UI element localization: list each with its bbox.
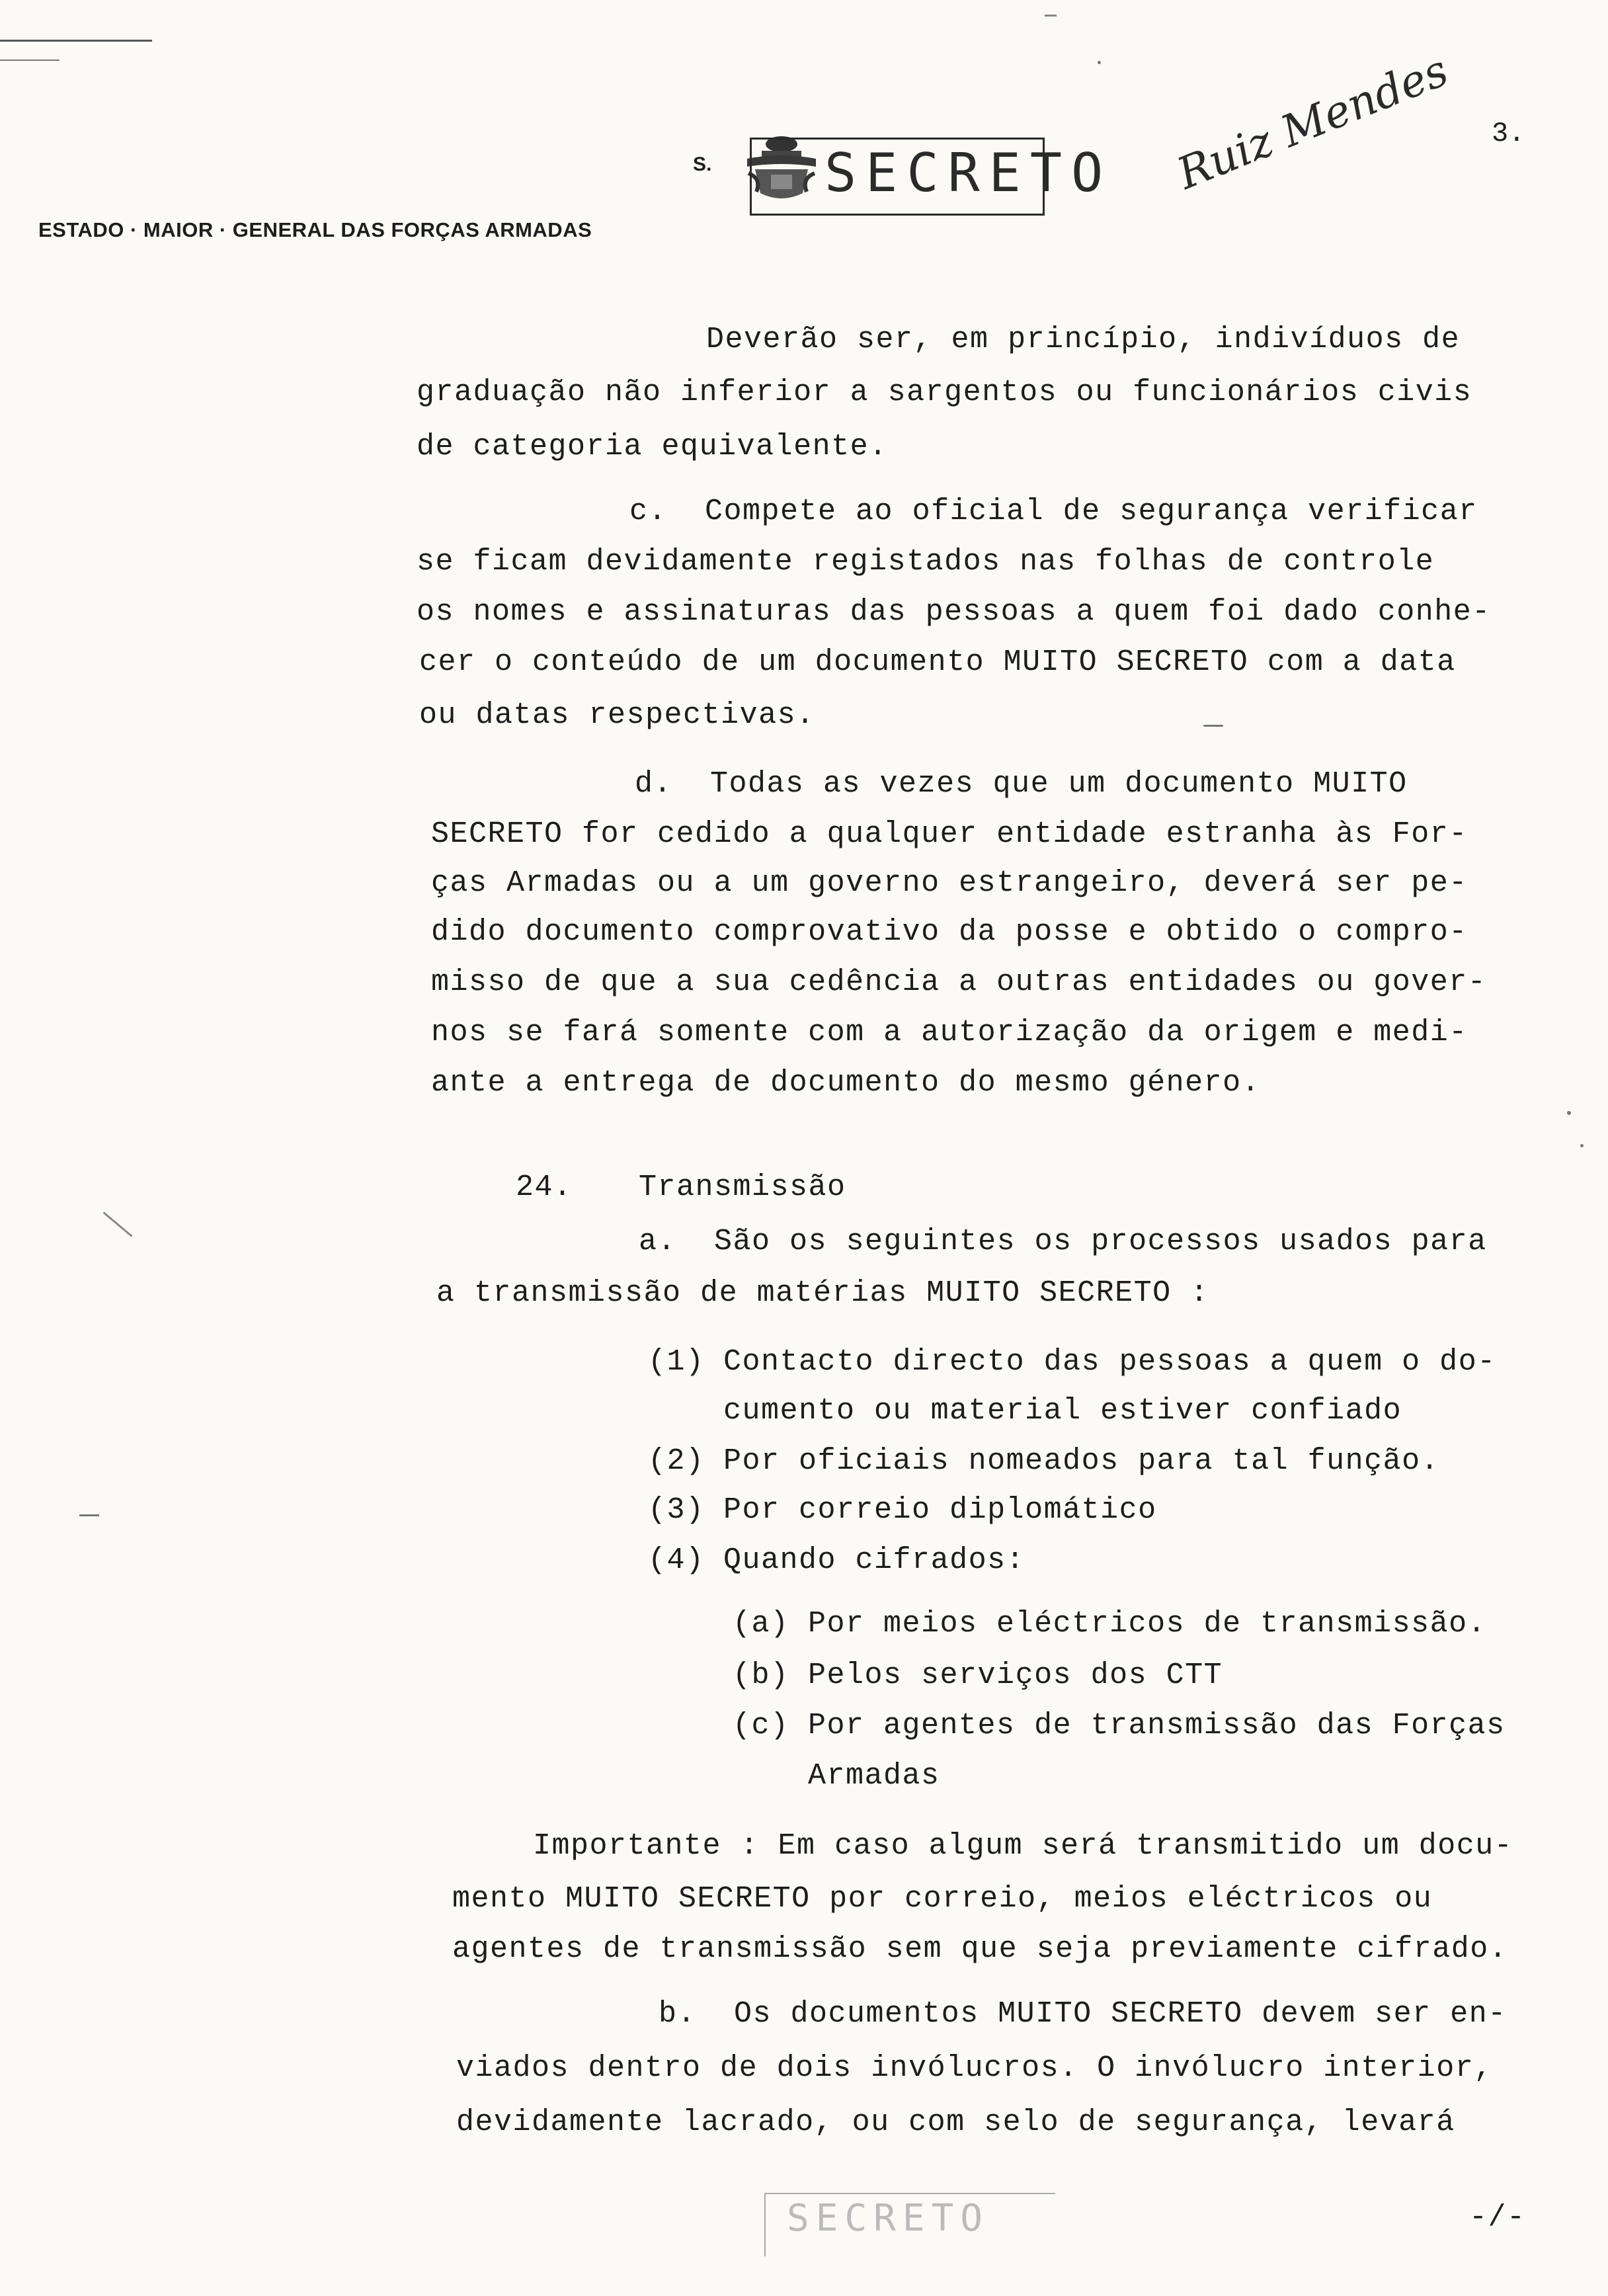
paragraph-c-line: ou datas respectivas. (419, 698, 815, 732)
secreto-stamp (750, 138, 1113, 216)
scan-speck (1567, 1111, 1571, 1115)
sub-list-item: (c) Por agentes de transmissão das Forças (733, 1709, 1506, 1742)
continuation-mark: -/- (1469, 2201, 1526, 2234)
organization-header: ESTADO · MAIOR · GENERAL DAS FORÇAS ARMADAS (38, 218, 592, 241)
list-item: (2) Por oficiais nomeados para tal função. (648, 1444, 1440, 1478)
paragraph-c-line: c. Compete ao oficial de segurança verificar (629, 495, 1478, 528)
paragraph-line: graduação não inferior a sargentos ou funcionários civis (417, 376, 1472, 409)
paragraph-d-line: misso de que a sua cedência a outras entidades ou gover- (431, 965, 1487, 999)
list-item: cumento ou material estiver confiado (648, 1394, 1402, 1428)
scan-speck (79, 1514, 99, 1516)
scan-edge-line (0, 60, 60, 61)
paragraph-a-line: a transmissão de matérias MUITO SECRETO : (436, 1276, 1209, 1310)
secreto-stamp-text: SECRETO (824, 142, 1113, 204)
sub-list-item: (b) Pelos serviços dos CTT (733, 1659, 1223, 1692)
paragraph-d-line: ante a entrega de documento do mesmo género. (431, 1066, 1261, 1100)
handwritten-signature: Ruiz Mendes (1170, 44, 1455, 200)
paragraph-d-line: SECRETO for cedido a qualquer entidade estranha às For- (431, 817, 1468, 851)
section-title: Transmissão (639, 1170, 846, 1204)
paragraph-line: de categoria equivalente. (417, 430, 888, 464)
important-note-line: agentes de transmissão sem que seja previamente cifrado. (452, 1932, 1508, 1966)
paragraph-a-line: a. São os seguintes os processos usados para (639, 1225, 1487, 1258)
footer-secreto-stamp (760, 2190, 1065, 2263)
footer-stamp-text: SECRETO (787, 2197, 990, 2240)
paragraph-c-line: cer o conteúdo de um documento MUITO SECRETO com a data (419, 645, 1456, 679)
scan-edge-line (0, 40, 152, 42)
list-item: (1) Contacto directo das pessoas a quem o do- (648, 1345, 1496, 1379)
important-note-line: Importante : Em caso algum será transmitido um docu- (533, 1829, 1513, 1863)
scan-speck (1580, 1144, 1584, 1147)
important-note-line: mento MUITO SECRETO por correio, meios eléctricos ou (452, 1882, 1433, 1916)
scan-speck (1098, 61, 1101, 64)
sub-list-item: (a) Por meios eléctricos de transmissão. (733, 1607, 1487, 1641)
section-number: 24. (516, 1170, 573, 1204)
page-number: 3. (1492, 118, 1525, 149)
paragraph-d-line: ças Armadas ou a um governo estrangeiro, deverá ser pe- (431, 866, 1468, 900)
paragraph-c-line: se ficam devidamente registados nas folhas de controle (417, 545, 1435, 579)
scan-speck (1203, 725, 1223, 727)
paragraph-d-line: dido documento comprovativo da posse e obtido o compro- (431, 915, 1468, 949)
paragraph-line: Deverão ser, em princípio, indivíduos de (706, 323, 1461, 356)
paragraph-b-line: viados dentro de dois invólucros. O invólucro interior, (456, 2051, 1493, 2085)
scan-speck (1045, 15, 1057, 17)
paragraph-d-line: nos se fará somente com a autorização da origem e medi- (431, 1016, 1468, 1049)
paragraph-d-line: d. Todas as vezes que um documento MUITO (635, 767, 1408, 801)
paragraph-b-line: devidamente lacrado, ou com selo de segurança, levará (456, 2106, 1455, 2139)
scan-speck (103, 1211, 133, 1237)
paragraph-c-line: os nomes e assinaturas das pessoas a quem foi dado conhe- (417, 595, 1491, 629)
sub-list-item: Armadas (733, 1759, 940, 1793)
paragraph-b-line: b. Os documentos MUITO SECRETO devem ser en- (659, 1997, 1507, 2031)
list-item: (4) Quando cifrados: (648, 1543, 1025, 1577)
header-prefix: S. (693, 153, 712, 175)
list-item: (3) Por correio diplomático (648, 1493, 1157, 1527)
